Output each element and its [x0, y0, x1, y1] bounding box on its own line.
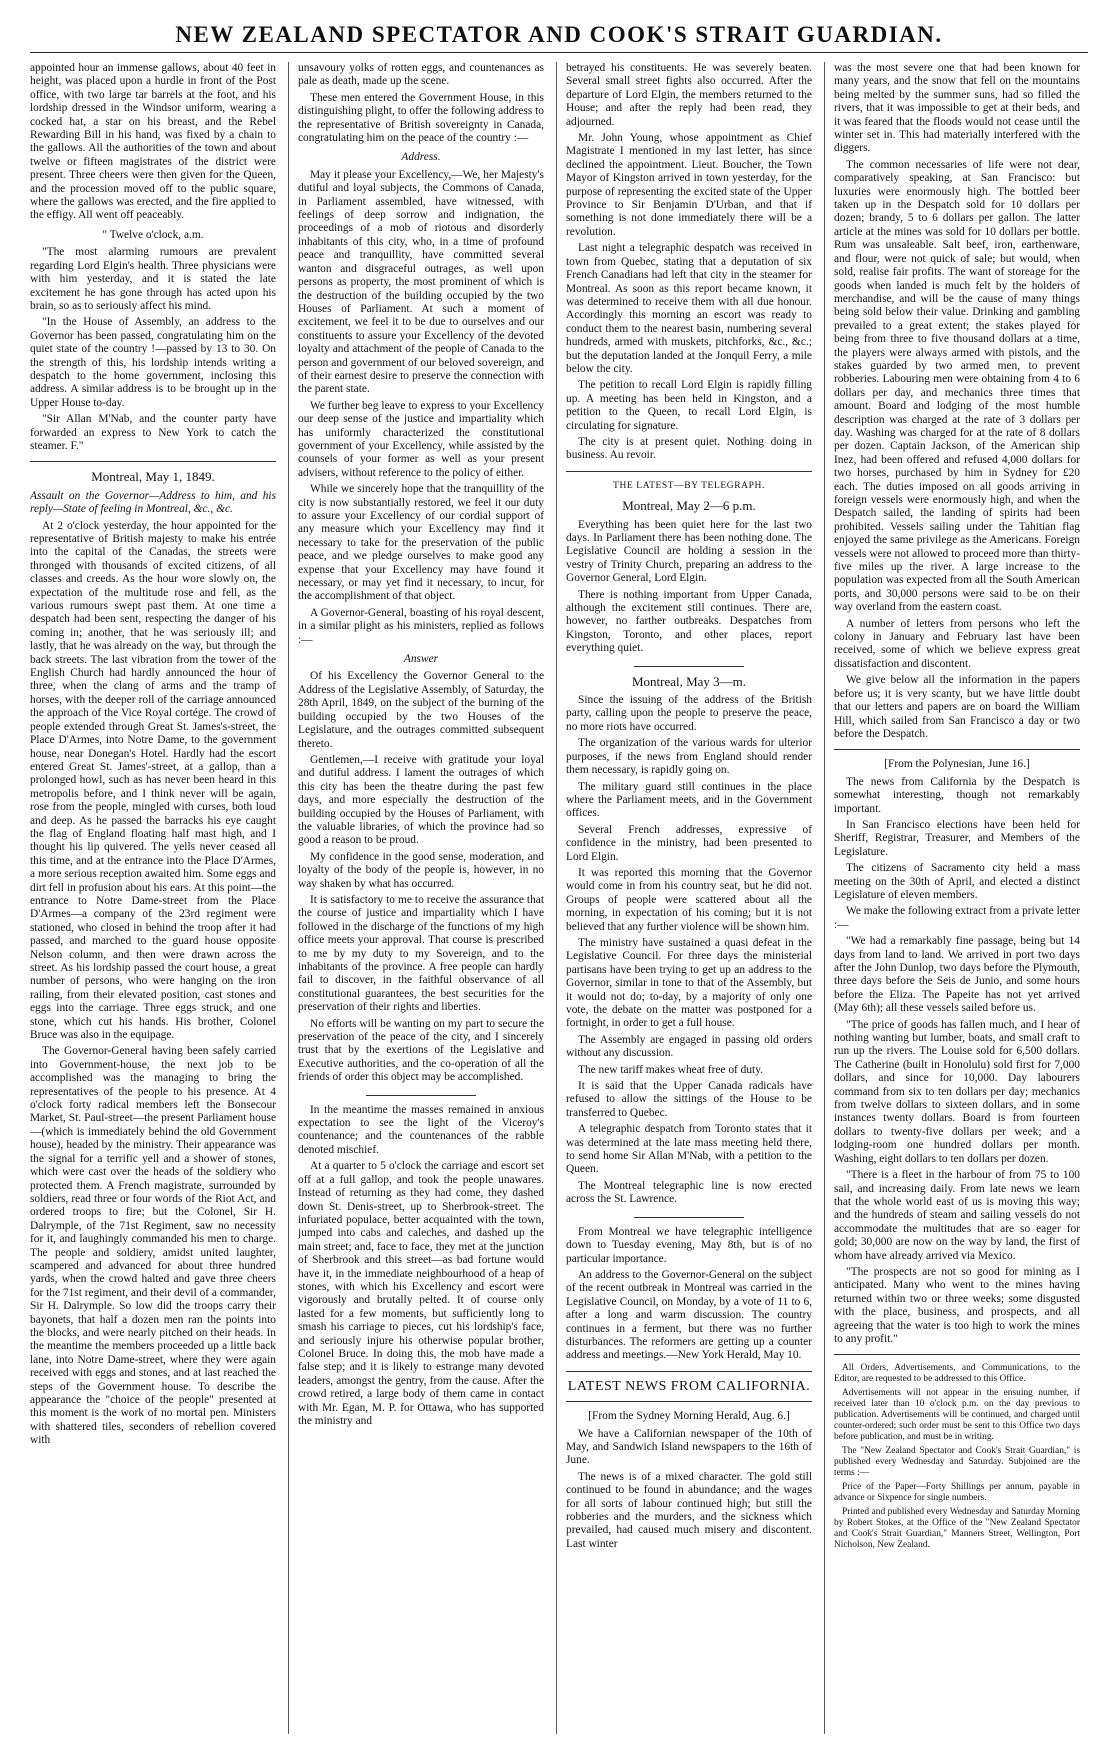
address-heading: Address. [401, 151, 441, 164]
paragraph: "The most alarming rumours are prevalent regarding Lord Elgin's health. Three physicians were with him yesterday, and it is stated the late excitement he has gone through has acted upon his brain, so as to seriously affect his mind. [30, 246, 276, 312]
paragraph: An address to the Governor-General on the subject of the recent outbreak in Montreal was carried in the Legislative Council, on Monday, by a vote of 11 to 6, after a long and warm discussion. The country continues in a ferment, but there was no further disturbances. The reformers are getting up a counter address and meetings.—New York Herald, May 10. [566, 1268, 812, 1362]
paragraph: In the meantime the masses remained in anxious expectation to see the light of the Viceroy's countenance; and the countenances of the rabble denoted mischief. [298, 1103, 544, 1156]
column-divider [824, 62, 825, 1734]
paragraph: betrayed his constituents. He was severely beaten. Several small street fights also occurred. After the departure of Lord Elgin, the members returned to the House; and after the reply had been read, they adjourned. [566, 62, 812, 128]
paragraph: The Assembly are engaged in passing old orders without any discussion. [566, 1033, 812, 1060]
paragraph: We give below all the information in the papers before us; it is very scanty, but we have little doubt that our letters and papers are on board the William Hill, which sailed from San Francisco a day or two before the Despatch. [834, 674, 1080, 740]
divider [634, 1217, 744, 1218]
paragraph: The Governor-General having been safely carried into Government-house, the next job to be accomplished was the managing to bring the representatives of the people to his presence. At 4 o'clock forty radical members left the Bonsecour Market, St. Paul-street—the present Parliament house—(which is immediately behind the old Government house), headed by the ministry. Their appearance was the signal for a terrific yell and a shower of stones, which were cast over the heads of the soldiery who protected them. A French magistrate, surrounded by soldiers, read three or four words of the Riot Act, and ordered troops to fire; but the Colonel, Sir H. Dalrymple, of the 71st Regiment, saw no necessity for it, and laughingly commanded his men to charge. The people and soldiery, amidst united laughter, scampered and advanced for about three hundred yards, when the crowd halted and gave three cheers for the 71st regiment, and their devil of a commander, Sir H. Dalrymple. So low did the troops carry their bayonets, that half a dozen men ran the points into the blocks, and were nearly pitched on their heads. In the meantime the members proceeded up a little back lane, into Notre Dame-street, where they were again received with eggs and stones, and at last reached the steps of the Government house. To describe the appearance the "choice of the people" presented at this moment is the work of no mortal pen. Ministers with shattered tiles, seconders of rebellion covered with [30, 1045, 276, 1447]
paragraph: The news from California by the Despatch is somewhat interesting, though not remarkably important. [834, 775, 1080, 815]
paragraph: At 2 o'clock yesterday, the hour appointed for the representative of British majesty to make his entrée into the capital of the Canadas, the streets were thronged with thousands of excited citizens, of all classes and creeds. As the hour wore slowly on, the expectation of the multitude rose and fell, as the various rumours swept past them. At one time a despatch had been sent, respecting the danger of his coming in; another, that he was seriously ill; and lastly, that he was already on the way, but through the back streets. The last vibration from the tower of the English Church had hardly announced the hour of three, when the clang of arms and the tramp of horses, with the deeper roll of the carriage announced the approach of the Vice Royal cortége. The crowd of people extended through Great St. James's-street, the Place D'Armes, into Notre Dame, to the government house, near Donegan's Hotel. Hardly had the escort entered Great St. James'-street, at a gallop, than a prolonged howl, such as has never been heard in this metropolis before, and I think never will be again, rose from the people, mingled with curses, both loud and deep. As he passed the barracks his eye caught the flag of England floating half mast high, and I thought his lip quivered. The yells never ceased all this time, and at the entrance into the Place D'Armes, a more serious reception awaited him. Some eggs and dirt fell in profusion about his ears. At this point—the entrance to Notre Dame-street from the Place D'Armes—a company of the 23rd regiment were stationed, who closed in behind the troop after it had passed, and marched to the guard house opposite Nelson column, and then were drawn across the street. As his lordship passed the court house, a great number of persons, who were hanging on the iron railing, from their elevated position, cast stones and eggs into the carriage. Three eggs struck, and one stone, which cut his hands. His brother, Colonel Bruce was also in the equipage. [30, 519, 276, 1042]
paragraph: "The price of goods has fallen much, and I hear of nothing wanting but lumber, boats, and small craft to run up the rivers. The Louise sold for 6,500 dollars. The Catherine (built in Honolulu) sold first for 7,000 dollars, and since for 10,000. Day labourers command from six to ten dollars per day; mechanics from twelve dollars to sixteen dollars, and in some instances twenty dollars. Board is from fourteen dollars to twenty-five dollars per week; and a lodging-room one hundred dollars per month. Washing, eight dollars to ten dollars per dozen. [834, 1018, 1080, 1165]
paragraph: The petition to recall Lord Elgin is rapidly filling up. A meeting has been held in Kingston, and a petition to the Queen, to recall Lord Elgin, is circulating for signature. [566, 379, 812, 432]
publisher-notice: Printed and published every Wednesday and Saturday Morning by Robert Stokes, at the Office of the "New Zealand Spectator and Cook's Strait Guardian," Manners Street, Wellington, Port Nicholson, New Zealand. [834, 1507, 1080, 1551]
divider [30, 461, 276, 462]
time-heading: " Twelve o'clock, a.m. [102, 228, 204, 241]
column-2 [298, 62, 544, 1734]
paragraph: A Governor-General, boasting of his royal descent, in a similar plight as his ministers, replied as follows :— [298, 606, 544, 646]
publisher-notice: Price of the Paper—Forty Shillings per annum, payable in advance or Sixpence for single numbers. [834, 1482, 1080, 1504]
paragraph: A telegraphic despatch from Toronto states that it was determined at the late mass meeting held there, to send home Sir Allan M'Nab, with a petition to the Queen. [566, 1123, 812, 1176]
paragraph: Several French addresses, expressive of confidence in the ministry, had been presented to Lord Elgin. [566, 823, 812, 863]
paragraph: "We had a remarkably fine passage, being but 14 days from land to land. We arrived in port two days after the John Dunlop, two days before the Plymouth, three days before the Seis de Junio, and some hours before the Eliza. The Papeite has not yet arrived (May 6th); all these vessels sailed before us. [834, 935, 1080, 1015]
paragraph: A number of letters from persons who left the colony in January and February last have been received, some of which we believe express great dissatisfaction and discontent. [834, 617, 1080, 670]
paragraph: There is nothing important from Upper Canada, although the excitement still continues. There are, however, no farther outbreaks. Despatches from Kingston, Toronto, and other places, report everything quiet. [566, 588, 812, 655]
paragraph: The organization of the various wards for ulterior purposes, if the news from England should render them necessary, is rapidly going on. [566, 737, 812, 777]
masthead-title: NEW ZEALAND SPECTATOR AND COOK'S STRAIT GUARDIAN. [30, 22, 1088, 53]
column-1 [30, 62, 276, 1734]
paragraph: At a quarter to 5 o'clock the carriage and escort set off at a full gallop, and took the people unawares. Instead of returning as they had come, they dashed down St. Denis-street, up to Sherbrook-street. The infuriated populace, better acquainted with the town, jumped into cabs and caleches, and dashed up the main street; and, face to face, they met at the junction of Sherbrook and this street—as bad fortune would have it, in the immediate neighbourhood of a heap of stones, with which his Excellency and escort were vigorously and brutally pelted. It of course only lasted for a few moments, but sufficiently long to smash his carriage to pieces, cut his lordship's face, and seriously injure his otherwise popular brother, Colonel Bruce. In doing this, the mob have made a false step; and it is likely to estrange many devoted leaders, amongst the gentry, from the cause. After the crowd retired, a large body of them came in contact with Mr. Egan, M. P. for Ottawa, who has supported the ministry and [298, 1160, 544, 1427]
paragraph: The city is at present quiet. Nothing doing in business. Au revoir. [566, 435, 812, 462]
paragraph: Since the issuing of the address of the British party, calling upon the people to preserve the peace, no more riots have occurred. [566, 694, 812, 733]
divider [566, 471, 812, 472]
divider [566, 1401, 812, 1402]
paragraph: We make the following extract from a private letter :— [834, 905, 1080, 931]
paragraph: We have a Californian newspaper of the 10th of May, and Sandwich Island newspapers to the 16th of June. [566, 1427, 812, 1467]
paragraph: The ministry have sustained a quasi defeat in the Legislative Council. For three days the ministerial partisans have been trying to get up an address to the Governor, similar in tone to that of the Assembly, but it would not do; to-day, by a majority of only one vote, the debate on the matter was postponed for a fortnight, in order to get a full house. [566, 936, 812, 1030]
publisher-notice: The "New Zealand Spectator and Cook's Strait Guardian," is published every Wednesday and Saturday. Subjoined are the terms :— [834, 1446, 1080, 1479]
paragraph: It is satisfactory to me to receive the assurance that the course of justice and impartiality which I have followed in the discharge of the functions of my high office meets your approval. That course is prescribed to me by my duty to my Sovereign, and to the inhabitants of the province. A free people can hardly fail to discover, in the faithful observance of all constitutional guarantees, the best securities for the preservation of their rights and liberties. [298, 893, 544, 1014]
divider [566, 1371, 812, 1372]
source-note: [From the Sydney Morning Herald, Aug. 6.] [588, 1410, 790, 1423]
divider [366, 1095, 476, 1096]
paragraph: Everything has been quiet here for the last two days. In Parliament there has been nothing done. The Legislative Council are holding a session in the vestry of Trinity Church, preparing an address to the Governor General, Lord Elgin. [566, 518, 812, 585]
publisher-notice: All Orders, Advertisements, and Communications, to the Editor, are requested to be addressed to this Office. [834, 1363, 1080, 1385]
paragraph: appointed hour an immense gallows, about 40 feet in height, was placed upon a hurdle in front of the Post office, with two large tar barrels at the foot, and his lordship dressed in the Windsor uniform, wearing a cocked hat, a star on his breast, and the Rebel Rewarding Bill in his hand, was fixed by a chain to the gallows. All the authorities of the town and about twelve or fifteen magistrates of the district were present. Three cheers were then given for the Queen, and the procession moved off to the public square, where the gallows was erected, and the fire applied to the effigy. All went off peaceably. [30, 62, 276, 222]
paragraph: Gentlemen,—I receive with gratitude your loyal and dutiful address. I lament the outrages of which this city has been the theatre during the past few days, and more especially the destruction of the building occupied by the Houses of Parliament, with the valuable libraries, of which the province had so good a reason to be proud. [298, 753, 544, 847]
column-4 [834, 62, 1080, 1734]
paragraph: Of his Excellency the Governor General to the Address of the Legislative Assembly, of Saturday, the 28th April, 1849, on the subject of the burning of the building occupied by the two Houses of the Legislature, and the outrages committed subsequent thereto. [298, 670, 544, 750]
paragraph: May it please your Excellency,—We, her Majesty's dutiful and loyal subjects, the Commons of Canada, in Parliament assembled, have witnessed, with feelings of deep sorrow and indignation, the proceedings of a mob of riotous and disorderly inhabitants of this city, who, in a time of profound peace and tranquillity, have committed several wanton and disgraceful outrages, as well upon persons as property, the most prominent of which is the destruction of the building occupied by the two Houses of Parliament. At such a moment of excitement, we feel it to be due to ourselves and our constituents to assure your Excellency of the devoted loyalty and attachment of the people of Canada to the person and government of our beloved sovereign, and of their earnest desire to preserve the connection with the parent state. [298, 168, 544, 396]
paragraph: The common necessaries of life were not dear, comparatively speaking, at San Francisco: but luxuries were enormously high. The bottled beer taken up in the Despatch sold for 10 dollars per dozen; brandy, 5 to 6 dollars per gallon. The latter article at the mines was sold for 10 dollars per bottle. Rum was unsaleable. Salt beef, iron, earthenware, and flour, were not quick of sale; but would, when sold, realise fair profits. The want of storeage for the goods when landed is much felt by the holders of merchandise, and will be the cause of many things being sold below their value. Drinking and gambling prevailed to a great extent; the stakes played for being from three to five thousand dollars at a time, the players were always armed with pistols, and the stakes guarded by two armed men, to prevent robberies. Labouring men were obtaining from 4 to 6 dollars per day, and mechanics three times that amount. Board and lodging of the most humble description was charged at the rate of 3 dollars per day. Washing was charged for at the rate of 8 dollars per dozen. Captain Jackson, of the American ship Inez, had been offered and refused 4,000 dollars for two horses, purchased by him in Sydney for £20 each. The duties imposed on all goods arriving in foreign vessels were enormously high, and when the Despatch sailed, the landing of spirits had been prohibited. Vessels sailing under the Tahitian flag enjoyed the same privilege as the Americans. Foreign vessels were not allowed to proceed more than thirty-five miles up the river. A large increase to the population was expected from all the South American ports, and 30,000 persons were said to be on their way overland from the eastern coast. [834, 158, 1080, 614]
paragraph: The Montreal telegraphic line is now erected across the St. Lawrence. [566, 1179, 812, 1206]
column-3 [566, 62, 812, 1734]
paragraph: No efforts will be wanting on my part to secure the preservation of the peace of the city, and I sincerely trust that by the exertions of the Legislative and Executive authorities, and the co-operation of all the friends of order this object may be accomplished. [298, 1017, 544, 1084]
paragraph: My confidence in the good sense, moderation, and loyalty of the body of the people is, however, in no way shaken by what has occurred. [298, 850, 544, 890]
paragraph: unsavoury yolks of rotten eggs, and countenances as pale as death, made up the scene. [298, 62, 544, 88]
paragraph: We further beg leave to express to your Excellency our deep sense of the justice and impartiality which has uniformly characterized the constitutional government of your Excellency, while assisted by the counsels of your former as well as your present advisers, without reference to the policy of either. [298, 399, 544, 479]
paragraph: "In the House of Assembly, an address to the Governor has been passed, congratulating him on the quiet state of the country !—passed by 13 to 30. On the strength of this, his lordship intends writing a despatch to the home government, inclosing this address. A similar address is to be brought up in the Upper House to-day. [30, 316, 276, 409]
paragraph: The new tariff makes wheat free of duty. [578, 1063, 764, 1076]
paragraph: "The prospects are not so good for mining as I anticipated. Many who went to the mines having returned within two or three weeks; some disgusted with the place, business, and prospects, and all agreeing that the water is too high to work the mines to any profit." [834, 1265, 1080, 1345]
paragraph: From Montreal we have telegraphic intelligence down to Tuesday evening, May 8th, but is of no particular importance. [566, 1225, 812, 1265]
publisher-notice: Advertisements will not appear in the ensuing number, if received later than 10 o'clock p.m. on the day previous to publication. Advertisements will be continued, and charged until counter-ordered; such order must be sent to this Office two days before publication, and must be in writing. [834, 1388, 1080, 1443]
answer-heading: Answer [403, 653, 439, 666]
california-heading: LATEST NEWS FROM CALIFORNIA. [567, 1378, 811, 1394]
paragraph: These men entered the Government House, in this distinguishing plight, to offer the following address to the representative of British sovereignty in Canada, congratulating him on the peace of the country :— [298, 91, 544, 145]
column-divider [556, 62, 557, 1734]
divider [634, 666, 744, 667]
paragraph: It is said that the Upper Canada radicals have refused to allow the sittings of the House to be transferred to Quebec. [566, 1080, 812, 1119]
paragraph: Last night a telegraphic despatch was received in town from Quebec, stating that a deputation of six French Canadians had left that city in the steamer for Montreal. As soon as this report became known, it was determined to receive them with all due honour. Accordingly this morning an escort was ready to conduct them to the nearest basin, numbering several hundreds, armed with muskets, pitchforks, &c., &c.; but the deputation landed at the Jonquil Ferry, a mile below the city. [566, 242, 812, 375]
column-divider [288, 62, 289, 1734]
paragraph: The military guard still continues in the place where the Parliament meets, and in the Government offices. [566, 780, 812, 820]
paragraph: Mr. John Young, whose appointment as Chief Magistrate I mentioned in my last letter, has since declined the appointment. Lieut. Boucher, the Town Mayor of Kingston arrived in town yesterday, for the purpose of representing the excited state of the Upper Province to Sir Benjamin D'Urban, and that if something is not done immediately there will be a revolution. [566, 132, 812, 238]
paragraph: It was reported this morning that the Governor would come in from his country seat, but he did not. Groups of people were scattered about all the morning, in expectation of his coming; but it is not believed that any further violence will be shown him. [566, 866, 812, 933]
dateline: Montreal, May 2—6 p.m. [622, 498, 756, 514]
dateline: Montreal, May 1, 1849. [91, 469, 215, 485]
paragraph: While we sincerely hope that the tranquillity of the city is now substantially restored, we feel it our duty to assure your Excellency of our cordial support of any measure which your Excellency may find it necessary to take for the preservation of the public peace, and we pledge ourselves to make good any expense that your Excellency may have found it necessary, or may yet find it necessary, to incur, for the accomplishment of that object. [298, 483, 544, 603]
newspaper-page [30, 22, 1088, 1734]
paragraph: "Sir Allan M'Nab, and the counter party have forwarded an express to New York to catch the steamer. F." [30, 413, 276, 452]
paragraph: In San Francisco elections have been held for Sheriff, Registrar, Treasurer, and Members of the Legislature. [834, 818, 1080, 858]
paragraph: The citizens of Sacramento city held a mass meeting on the 30th of April, and elected a distinct Legislature of eleven members. [834, 862, 1080, 901]
paragraph: was the most severe one that had been known for many years, and the snow that fell on the mountains being melted by the summer suns, had so filled the rivers, that it was impossible to get at their beds, and it was feared that the floods would not cease until the winter set in. This had materially interfered with the diggers. [834, 62, 1080, 155]
paragraph: "There is a fleet in the harbour of from 75 to 100 sail, and increasing daily. From late news we learn that the whole world east of us is moving this way; and the hundreds of steam and sailing vessels do not accommodate the multitudes that are so eager for gold; 30,000 are now on the way by land, the first of whom have already arrived via Mexico. [834, 1169, 1080, 1262]
latest-heading: THE LATEST—BY TELEGRAPH. [613, 480, 765, 491]
paragraph: The news is of a mixed character. The gold still continued to be found in abundance; and the wages for all sorts of labour continued high; but still the robberies and the murders, and the sickness which prevailed, had caused much misery and discontent. Last winter [566, 1470, 812, 1550]
divider [834, 1354, 1080, 1355]
subheading: Assault on the Governor—Address to him, and his reply—State of feeling in Montreal, &c., &c. [30, 489, 276, 516]
columns [30, 62, 1088, 1734]
dateline: Montreal, May 3—m. [631, 673, 747, 689]
divider [834, 749, 1080, 750]
source-note: [From the Polynesian, June 16.] [884, 758, 1030, 771]
